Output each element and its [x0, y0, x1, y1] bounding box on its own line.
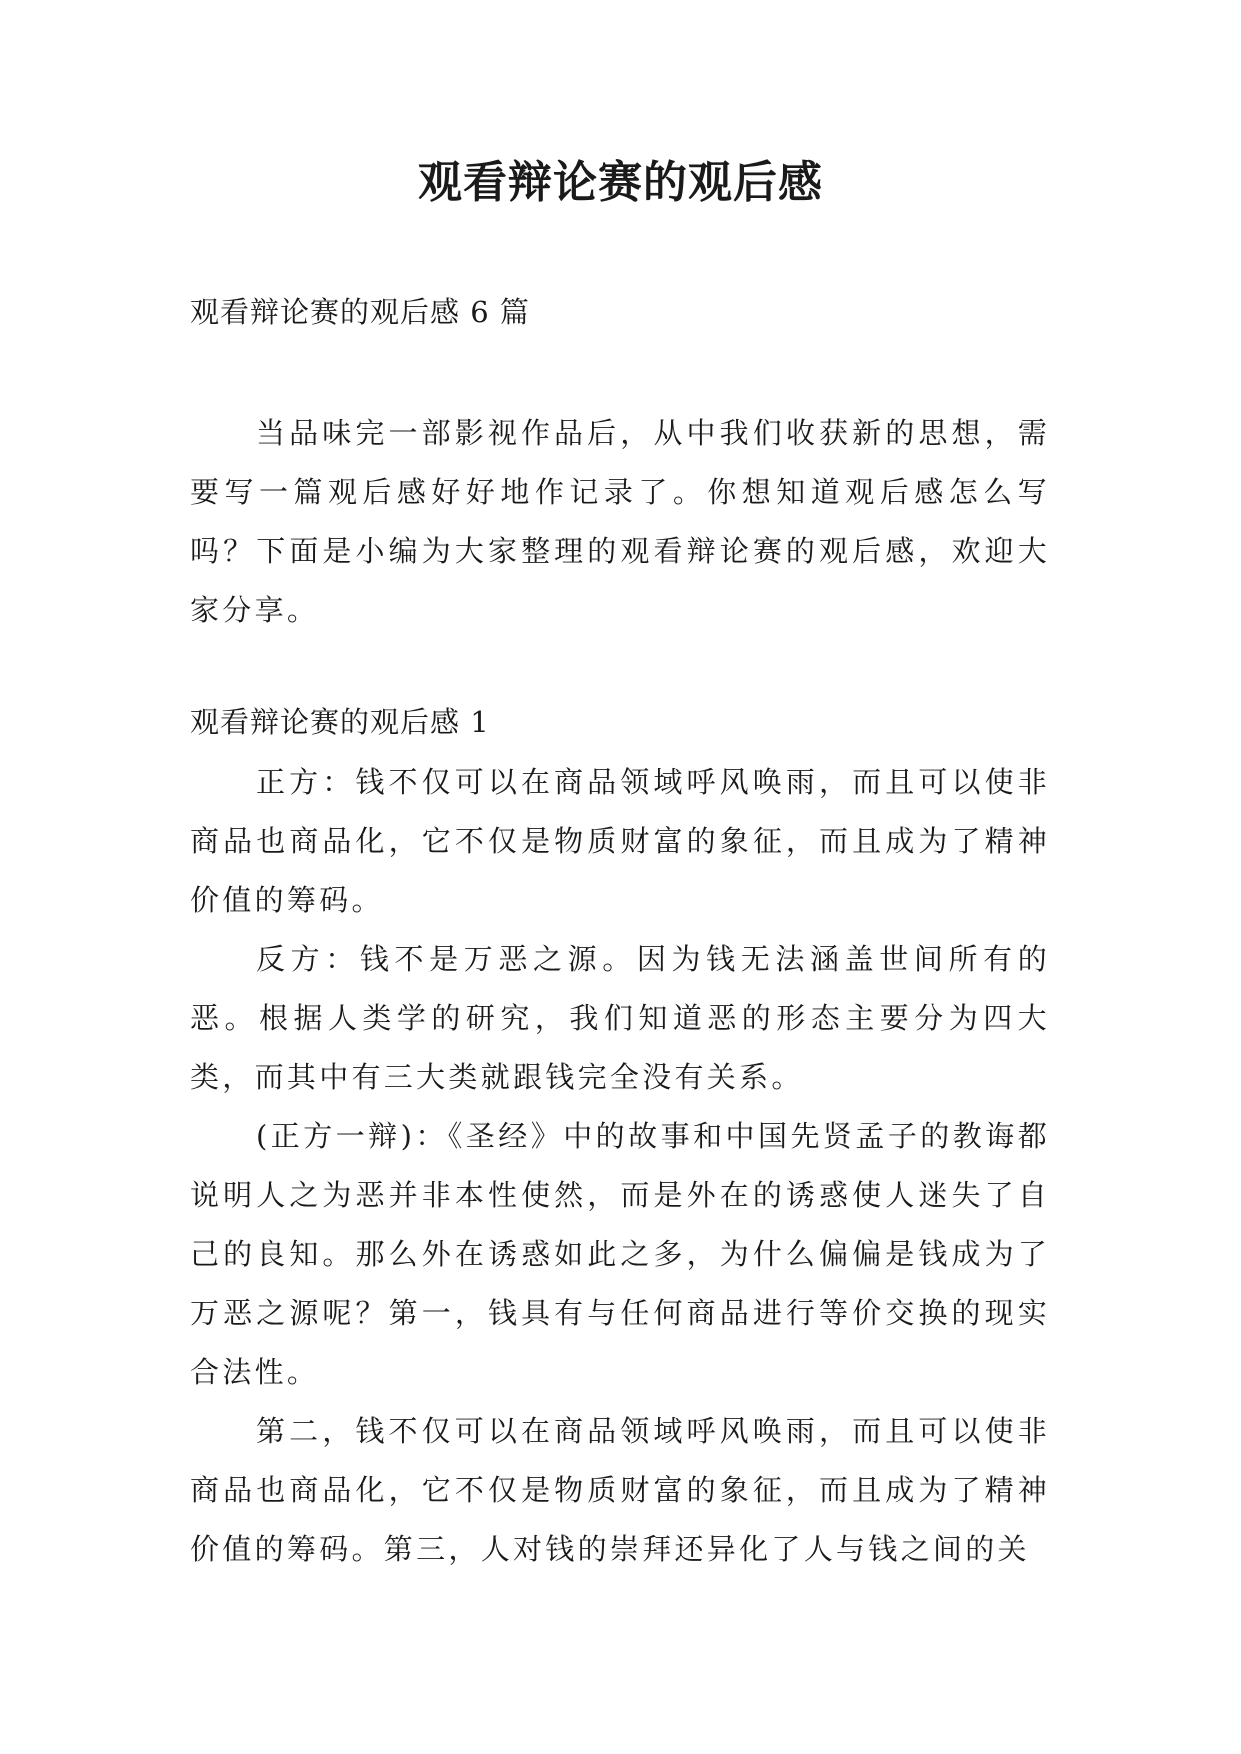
body-paragraph: 反方：钱不是万恶之源。因为钱无法涵盖世间所有的恶。根据人类学的研究，我们知道恶的形态主要分为四大类，而其中有三大类就跟钱完全没有关系。	[190, 942, 1050, 1094]
document-title: 观看辩论赛的观后感	[418, 157, 823, 208]
body-paragraph: 第二，钱不仅可以在商品领域呼风唤雨，而且可以使非商品也商品化，它不仅是物质财富的象征，而且成为了精神价值的筹码。第三，人对钱的崇拜还异化了人与钱之间的关	[190, 1414, 1050, 1566]
intro-paragraph: 当品味完一部影视作品后，从中我们收获新的思想，需要写一篇观后感好好地作记录了。你想知道观后感怎么写吗？下面是小编为大家整理的观看辩论赛的观后感，欢迎大家分享。	[190, 416, 1050, 627]
body-paragraph: 正方：钱不仅可以在商品领域呼风唤雨，而且可以使非商品也商品化，它不仅是物质财富的象征，而且成为了精神价值的筹码。	[190, 765, 1050, 917]
document-subtitle: 观看辩论赛的观后感 6 篇	[190, 295, 530, 329]
section-heading: 观看辩论赛的观后感 1	[190, 705, 490, 739]
body-paragraph: (正方一辩)：《圣经》中的故事和中国先贤孟子的教诲都说明人之为恶并非本性使然，而是外在的诱惑使人迷失了自己的良知。那么外在诱惑如此之多，为什么偏偏是钱成为了万恶之源呢？第一，钱具有与任何商品进行等价交换的现实合法性。	[190, 1119, 1050, 1389]
